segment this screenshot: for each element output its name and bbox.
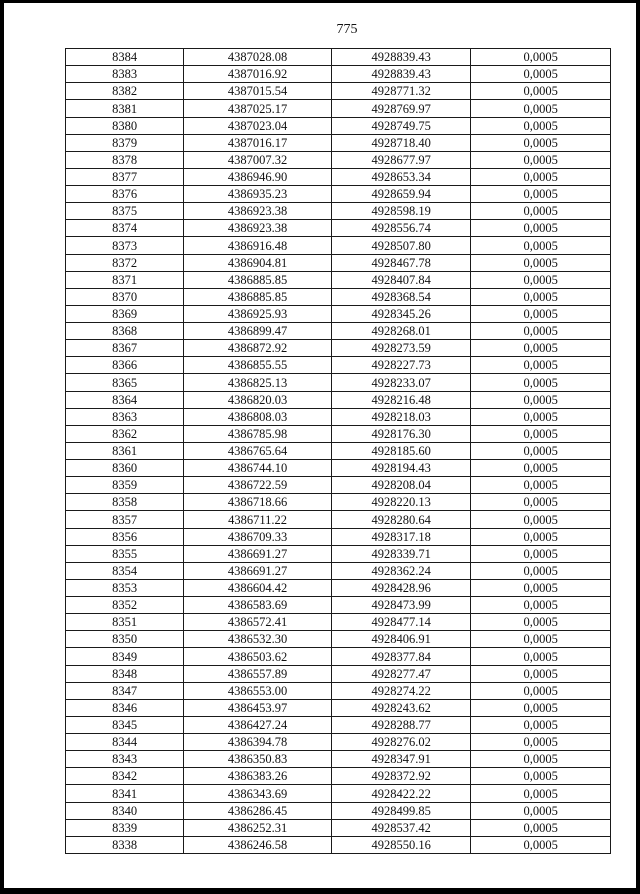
y-coordinate-cell: 4928499.85	[331, 802, 471, 819]
table-row	[66, 579, 611, 596]
y-coordinate-cell: 4928274.22	[331, 682, 471, 699]
x-coordinate-cell: 4387015.54	[184, 83, 332, 100]
point-number-cell: 8353	[66, 579, 184, 596]
table-row	[66, 425, 611, 442]
value-cell: 0,0005	[471, 237, 611, 254]
point-number-cell: 8376	[66, 186, 184, 203]
x-coordinate-cell: 4386453.97	[184, 699, 332, 716]
point-number-cell: 8380	[66, 117, 184, 134]
point-number-cell: 8345	[66, 716, 184, 733]
point-number-cell: 8374	[66, 220, 184, 237]
y-coordinate-cell: 4928280.64	[331, 511, 471, 528]
table-row	[66, 494, 611, 511]
point-number-cell: 8355	[66, 545, 184, 562]
point-number-cell: 8343	[66, 751, 184, 768]
table-row	[66, 168, 611, 185]
x-coordinate-cell: 4386923.38	[184, 220, 332, 237]
value-cell: 0,0005	[471, 374, 611, 391]
y-coordinate-cell: 4928406.91	[331, 631, 471, 648]
y-coordinate-cell: 4928345.26	[331, 305, 471, 322]
x-coordinate-cell: 4386925.93	[184, 305, 332, 322]
point-number-cell: 8352	[66, 597, 184, 614]
y-coordinate-cell: 4928216.48	[331, 391, 471, 408]
y-coordinate-cell: 4928677.97	[331, 151, 471, 168]
y-coordinate-cell: 4928176.30	[331, 425, 471, 442]
y-coordinate-cell: 4928507.80	[331, 237, 471, 254]
value-cell: 0,0005	[471, 83, 611, 100]
table-row	[66, 802, 611, 819]
y-coordinate-cell: 4928477.14	[331, 614, 471, 631]
x-coordinate-cell: 4386899.47	[184, 323, 332, 340]
x-coordinate-cell: 4386916.48	[184, 237, 332, 254]
table-row	[66, 665, 611, 682]
point-number-cell: 8370	[66, 288, 184, 305]
point-number-cell: 8377	[66, 168, 184, 185]
table-row	[66, 614, 611, 631]
table-row	[66, 819, 611, 836]
table-row	[66, 631, 611, 648]
value-cell: 0,0005	[471, 836, 611, 853]
table-row	[66, 545, 611, 562]
value-cell: 0,0005	[471, 768, 611, 785]
value-cell: 0,0005	[471, 151, 611, 168]
coordinates-table	[65, 48, 611, 854]
x-coordinate-cell: 4387007.32	[184, 151, 332, 168]
document-page	[4, 3, 636, 888]
value-cell: 0,0005	[471, 579, 611, 596]
x-coordinate-cell: 4386872.92	[184, 340, 332, 357]
point-number-cell: 8379	[66, 134, 184, 151]
table-row	[66, 785, 611, 802]
point-number-cell: 8358	[66, 494, 184, 511]
y-coordinate-cell: 4928598.19	[331, 203, 471, 220]
y-coordinate-cell: 4928268.01	[331, 323, 471, 340]
x-coordinate-cell: 4387016.92	[184, 66, 332, 83]
x-coordinate-cell: 4386935.23	[184, 186, 332, 203]
value-cell: 0,0005	[471, 494, 611, 511]
table-row	[66, 408, 611, 425]
y-coordinate-cell: 4928537.42	[331, 819, 471, 836]
value-cell: 0,0005	[471, 340, 611, 357]
y-coordinate-cell: 4928718.40	[331, 134, 471, 151]
x-coordinate-cell: 4387025.17	[184, 100, 332, 117]
x-coordinate-cell: 4386785.98	[184, 425, 332, 442]
table-row	[66, 288, 611, 305]
table-row	[66, 477, 611, 494]
table-row	[66, 511, 611, 528]
point-number-cell: 8367	[66, 340, 184, 357]
table-row	[66, 460, 611, 477]
table-row	[66, 768, 611, 785]
point-number-cell: 8364	[66, 391, 184, 408]
y-coordinate-cell: 4928407.84	[331, 271, 471, 288]
y-coordinate-cell: 4928347.91	[331, 751, 471, 768]
point-number-cell: 8383	[66, 66, 184, 83]
x-coordinate-cell: 4386427.24	[184, 716, 332, 733]
y-coordinate-cell: 4928372.92	[331, 768, 471, 785]
point-number-cell: 8361	[66, 442, 184, 459]
x-coordinate-cell: 4386711.22	[184, 511, 332, 528]
table-row	[66, 357, 611, 374]
value-cell: 0,0005	[471, 49, 611, 66]
point-number-cell: 8375	[66, 203, 184, 220]
point-number-cell: 8341	[66, 785, 184, 802]
value-cell: 0,0005	[471, 699, 611, 716]
x-coordinate-cell: 4386885.85	[184, 271, 332, 288]
table-row	[66, 100, 611, 117]
point-number-cell: 8339	[66, 819, 184, 836]
y-coordinate-cell: 4928362.24	[331, 562, 471, 579]
x-coordinate-cell: 4387016.17	[184, 134, 332, 151]
y-coordinate-cell: 4928422.22	[331, 785, 471, 802]
point-number-cell: 8338	[66, 836, 184, 853]
point-number-cell: 8381	[66, 100, 184, 117]
x-coordinate-cell: 4386820.03	[184, 391, 332, 408]
value-cell: 0,0005	[471, 597, 611, 614]
table-row	[66, 134, 611, 151]
y-coordinate-cell: 4928769.97	[331, 100, 471, 117]
y-coordinate-cell: 4928194.43	[331, 460, 471, 477]
x-coordinate-cell: 4386885.85	[184, 288, 332, 305]
x-coordinate-cell: 4386532.30	[184, 631, 332, 648]
value-cell: 0,0005	[471, 802, 611, 819]
page-number: 775	[336, 22, 358, 37]
y-coordinate-cell: 4928243.62	[331, 699, 471, 716]
table-row	[66, 83, 611, 100]
table-row	[66, 49, 611, 66]
x-coordinate-cell: 4386825.13	[184, 374, 332, 391]
x-coordinate-cell: 4386808.03	[184, 408, 332, 425]
x-coordinate-cell: 4386572.41	[184, 614, 332, 631]
point-number-cell: 8350	[66, 631, 184, 648]
x-coordinate-cell: 4386583.69	[184, 597, 332, 614]
point-number-cell: 8344	[66, 734, 184, 751]
table-row	[66, 66, 611, 83]
value-cell: 0,0005	[471, 631, 611, 648]
value-cell: 0,0005	[471, 545, 611, 562]
x-coordinate-cell: 4386855.55	[184, 357, 332, 374]
y-coordinate-cell: 4928467.78	[331, 254, 471, 271]
table-row	[66, 340, 611, 357]
point-number-cell: 8351	[66, 614, 184, 631]
y-coordinate-cell: 4928185.60	[331, 442, 471, 459]
point-number-cell: 8382	[66, 83, 184, 100]
table-row	[66, 734, 611, 751]
value-cell: 0,0005	[471, 220, 611, 237]
point-number-cell: 8342	[66, 768, 184, 785]
point-number-cell: 8363	[66, 408, 184, 425]
table-row	[66, 151, 611, 168]
x-coordinate-cell: 4386722.59	[184, 477, 332, 494]
table-row	[66, 374, 611, 391]
point-number-cell: 8365	[66, 374, 184, 391]
value-cell: 0,0005	[471, 460, 611, 477]
table-row	[66, 528, 611, 545]
table-row	[66, 117, 611, 134]
y-coordinate-cell: 4928749.75	[331, 117, 471, 134]
y-coordinate-cell: 4928227.73	[331, 357, 471, 374]
point-number-cell: 8362	[66, 425, 184, 442]
value-cell: 0,0005	[471, 254, 611, 271]
value-cell: 0,0005	[471, 682, 611, 699]
value-cell: 0,0005	[471, 357, 611, 374]
table-row	[66, 597, 611, 614]
y-coordinate-cell: 4928550.16	[331, 836, 471, 853]
value-cell: 0,0005	[471, 288, 611, 305]
value-cell: 0,0005	[471, 511, 611, 528]
x-coordinate-cell: 4386394.78	[184, 734, 332, 751]
y-coordinate-cell: 4928273.59	[331, 340, 471, 357]
y-coordinate-cell: 4928220.13	[331, 494, 471, 511]
table-row	[66, 391, 611, 408]
value-cell: 0,0005	[471, 323, 611, 340]
y-coordinate-cell: 4928277.47	[331, 665, 471, 682]
x-coordinate-cell: 4386557.89	[184, 665, 332, 682]
x-coordinate-cell: 4386904.81	[184, 254, 332, 271]
value-cell: 0,0005	[471, 751, 611, 768]
value-cell: 0,0005	[471, 716, 611, 733]
y-coordinate-cell: 4928288.77	[331, 716, 471, 733]
table-row	[66, 682, 611, 699]
table-row	[66, 203, 611, 220]
y-coordinate-cell: 4928276.02	[331, 734, 471, 751]
table-row	[66, 648, 611, 665]
value-cell: 0,0005	[471, 528, 611, 545]
point-number-cell: 8360	[66, 460, 184, 477]
value-cell: 0,0005	[471, 117, 611, 134]
point-number-cell: 8347	[66, 682, 184, 699]
table-row	[66, 323, 611, 340]
x-coordinate-cell: 4386252.31	[184, 819, 332, 836]
point-number-cell: 8349	[66, 648, 184, 665]
y-coordinate-cell: 4928659.94	[331, 186, 471, 203]
point-number-cell: 8369	[66, 305, 184, 322]
table-row	[66, 442, 611, 459]
y-coordinate-cell: 4928368.54	[331, 288, 471, 305]
x-coordinate-cell: 4386691.27	[184, 545, 332, 562]
value-cell: 0,0005	[471, 168, 611, 185]
point-number-cell: 8368	[66, 323, 184, 340]
point-number-cell: 8371	[66, 271, 184, 288]
x-coordinate-cell: 4386343.69	[184, 785, 332, 802]
y-coordinate-cell: 4928653.34	[331, 168, 471, 185]
table-row	[66, 751, 611, 768]
x-coordinate-cell: 4386923.38	[184, 203, 332, 220]
table-row	[66, 220, 611, 237]
value-cell: 0,0005	[471, 305, 611, 322]
x-coordinate-cell: 4386553.00	[184, 682, 332, 699]
value-cell: 0,0005	[471, 271, 611, 288]
table-row	[66, 254, 611, 271]
x-coordinate-cell: 4386350.83	[184, 751, 332, 768]
y-coordinate-cell: 4928428.96	[331, 579, 471, 596]
value-cell: 0,0005	[471, 562, 611, 579]
value-cell: 0,0005	[471, 408, 611, 425]
point-number-cell: 8378	[66, 151, 184, 168]
value-cell: 0,0005	[471, 614, 611, 631]
y-coordinate-cell: 4928208.04	[331, 477, 471, 494]
point-number-cell: 8356	[66, 528, 184, 545]
x-coordinate-cell: 4386946.90	[184, 168, 332, 185]
value-cell: 0,0005	[471, 648, 611, 665]
y-coordinate-cell: 4928233.07	[331, 374, 471, 391]
table-row	[66, 699, 611, 716]
value-cell: 0,0005	[471, 391, 611, 408]
x-coordinate-cell: 4386718.66	[184, 494, 332, 511]
x-coordinate-cell: 4386744.10	[184, 460, 332, 477]
coordinates-table-body	[66, 49, 611, 854]
value-cell: 0,0005	[471, 477, 611, 494]
value-cell: 0,0005	[471, 819, 611, 836]
x-coordinate-cell: 4386604.42	[184, 579, 332, 596]
point-number-cell: 8348	[66, 665, 184, 682]
point-number-cell: 8366	[66, 357, 184, 374]
x-coordinate-cell: 4386383.26	[184, 768, 332, 785]
y-coordinate-cell: 4928839.43	[331, 49, 471, 66]
y-coordinate-cell: 4928218.03	[331, 408, 471, 425]
value-cell: 0,0005	[471, 442, 611, 459]
table-row	[66, 836, 611, 853]
table-row	[66, 562, 611, 579]
x-coordinate-cell: 4386246.58	[184, 836, 332, 853]
x-coordinate-cell: 4386691.27	[184, 562, 332, 579]
point-number-cell: 8372	[66, 254, 184, 271]
y-coordinate-cell: 4928377.84	[331, 648, 471, 665]
table-row	[66, 237, 611, 254]
table-row	[66, 271, 611, 288]
point-number-cell: 8384	[66, 49, 184, 66]
table-row	[66, 716, 611, 733]
y-coordinate-cell: 4928473.99	[331, 597, 471, 614]
y-coordinate-cell: 4928839.43	[331, 66, 471, 83]
x-coordinate-cell: 4387023.04	[184, 117, 332, 134]
x-coordinate-cell: 4386286.45	[184, 802, 332, 819]
point-number-cell: 8340	[66, 802, 184, 819]
value-cell: 0,0005	[471, 186, 611, 203]
y-coordinate-cell: 4928317.18	[331, 528, 471, 545]
x-coordinate-cell: 4386765.64	[184, 442, 332, 459]
value-cell: 0,0005	[471, 134, 611, 151]
table-row	[66, 186, 611, 203]
x-coordinate-cell: 4387028.08	[184, 49, 332, 66]
value-cell: 0,0005	[471, 425, 611, 442]
table-row	[66, 305, 611, 322]
point-number-cell: 8373	[66, 237, 184, 254]
point-number-cell: 8359	[66, 477, 184, 494]
x-coordinate-cell: 4386503.62	[184, 648, 332, 665]
value-cell: 0,0005	[471, 203, 611, 220]
y-coordinate-cell: 4928771.32	[331, 83, 471, 100]
point-number-cell: 8357	[66, 511, 184, 528]
value-cell: 0,0005	[471, 66, 611, 83]
y-coordinate-cell: 4928556.74	[331, 220, 471, 237]
x-coordinate-cell: 4386709.33	[184, 528, 332, 545]
point-number-cell: 8354	[66, 562, 184, 579]
point-number-cell: 8346	[66, 699, 184, 716]
y-coordinate-cell: 4928339.71	[331, 545, 471, 562]
value-cell: 0,0005	[471, 785, 611, 802]
value-cell: 0,0005	[471, 734, 611, 751]
value-cell: 0,0005	[471, 665, 611, 682]
value-cell: 0,0005	[471, 100, 611, 117]
